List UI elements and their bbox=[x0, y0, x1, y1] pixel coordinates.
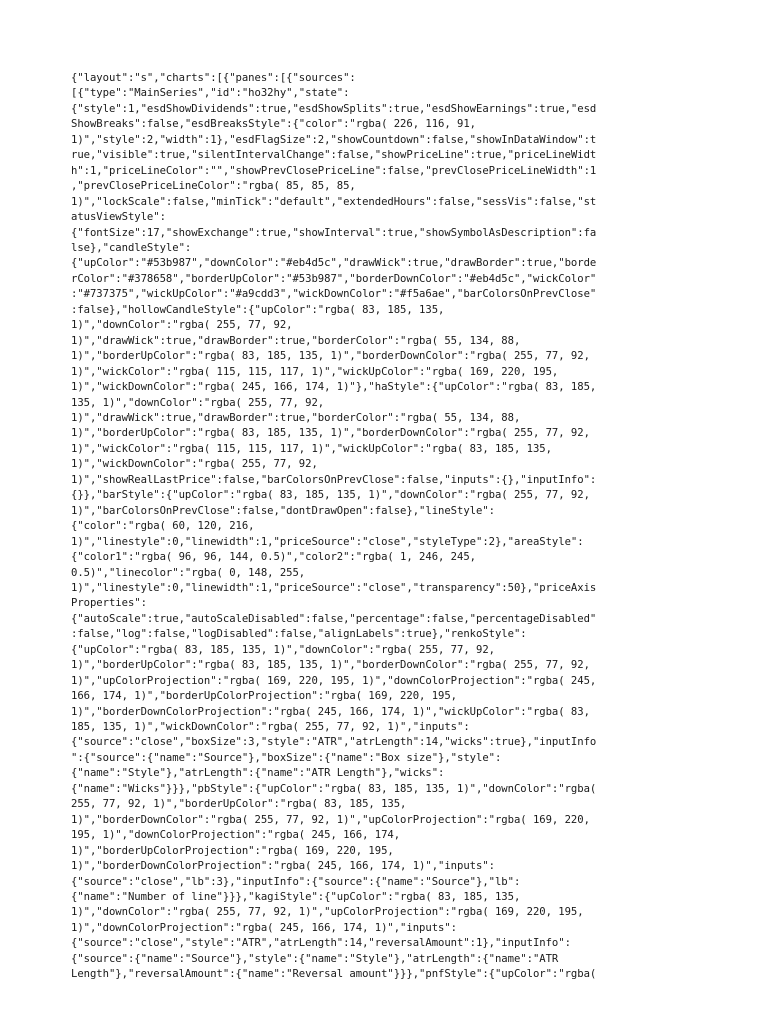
text-line: 1)","borderUpColor":"rgba( 83, 185, 135, 1)","borderDownColor":"rgba( 255, 77, 92, bbox=[71, 659, 590, 672]
text-line: {"layout":"s","charts":[{"panes":[{"sources": bbox=[71, 72, 356, 84]
text-line: Properties": bbox=[71, 597, 147, 610]
text-line: {"source":"close","boxSize":3,"style":"ATR","atrLength":14,"wicks":true},"inputInfo bbox=[71, 736, 597, 749]
text-line: {"color1":"rgba( 96, 96, 144, 0.5)","color2":"rgba( 1, 246, 245, bbox=[71, 551, 476, 564]
text-line: [{"type":"MainSeries","id":"ho32hy","state": bbox=[71, 87, 350, 100]
text-line: :false,"log":false,"logDisabled":false,"alignLabels":true},"renkoStyle": bbox=[71, 628, 527, 641]
text-line: 135, 1)","downColor":"rgba( 255, 77, 92, bbox=[71, 396, 325, 409]
text-line: atusViewStyle": bbox=[71, 211, 166, 224]
text-line: 1)","borderDownColor":"rgba( 255, 77, 92, 1)","upColorProjection":"rgba( 169, 220, bbox=[71, 813, 590, 826]
text-line: 0.5)","linecolor":"rgba( 0, 148, 255, bbox=[71, 566, 306, 579]
text-line: 1)","drawWick":true,"drawBorder":true,"borderColor":"rgba( 55, 134, 88, bbox=[71, 411, 521, 424]
text-line: 1)","wickDownColor":"rgba( 255, 77, 92, bbox=[71, 458, 318, 471]
text-line: 1)","linestyle":0,"linewidth":1,"priceSource":"close","styleType":2},"areaStyle": bbox=[71, 535, 584, 548]
text-line: rue,"visible":true,"silentIntervalChange":false,"showPriceLine":true,"priceLineWidt bbox=[71, 149, 597, 162]
text-line: 1)","downColor":"rgba( 255, 77, 92, bbox=[71, 319, 293, 332]
text-line: {"source":"close","style":"ATR","atrLength":14,"reversalAmount":1},"inputInfo": bbox=[71, 937, 571, 950]
text-line: 185, 135, 1)","wickDownColor":"rgba( 255, 77, 92, 1)","inputs": bbox=[71, 721, 470, 734]
text-line: lse},"candleStyle": bbox=[71, 241, 192, 254]
text-line: ShowBreaks":false,"esdBreaksStyle":{"color":"rgba( 226, 116, 91, bbox=[71, 118, 476, 131]
text-line: {"color":"rgba( 60, 120, 216, bbox=[71, 520, 255, 533]
text-line: 195, 1)","downColorProjection":"rgba( 245, 166, 174, bbox=[71, 829, 401, 842]
text-line: ,"prevClosePriceLineColor":"rgba( 85, 85, 85, bbox=[71, 180, 356, 193]
text-line: {"name":"Number of line"}}},"kagiStyle":{"upColor":"rgba( 83, 185, 135, bbox=[71, 891, 521, 904]
text-line: 1)","downColor":"rgba( 255, 77, 92, 1)","upColorProjection":"rgba( 169, 220, 195, bbox=[71, 906, 584, 919]
text-line: 1)","style":2,"width":1},"esdFlagSize":2,"showCountdown":false,"showInDataWindow":t bbox=[71, 133, 597, 146]
text-line: {"name":"Style"},"atrLength":{"name":"ATR Length"},"wicks": bbox=[71, 767, 445, 780]
text-line: {"autoScale":true,"autoScaleDisabled":false,"percentage":false,"percentageDisabled" bbox=[71, 612, 597, 625]
text-line: 1)","wickColor":"rgba( 115, 115, 117, 1)","wickUpColor":"rgba( 83, 185, 135, bbox=[71, 442, 552, 455]
text-line: {"upColor":"#53b987","downColor":"#eb4d5c","drawWick":true,"drawBorder":true,"borde bbox=[71, 257, 597, 270]
text-line: {"source":{"name":"Source"},"style":{"name":"Style"},"atrLength":{"name":"ATR bbox=[71, 952, 559, 965]
text-line: {}},"barStyle":{"upColor":"rgba( 83, 185, 135, 1)","downColor":"rgba( 255, 77, 92, bbox=[71, 489, 590, 502]
text-line: 1)","showRealLastPrice":false,"barColorsOnPrevClose":false,"inputs":{},"inputInfo": bbox=[71, 473, 597, 486]
text-line: {"name":"Wicks"}}},"pbStyle":{"upColor":"rgba( 83, 185, 135, 1)","downColor":"rgba( bbox=[71, 782, 597, 795]
text-line: {"source":"close","lb":3},"inputInfo":{"source":{"name":"Source"},"lb": bbox=[71, 875, 521, 888]
text-line: ":{"source":{"name":"Source"},"boxSize":{"name":"Box size"},"style": bbox=[71, 751, 502, 764]
text-line: {"upColor":"rgba( 83, 185, 135, 1)","downColor":"rgba( 255, 77, 92, bbox=[71, 643, 495, 656]
text-line: :"#737375","wickUpColor":"#a9cdd3","wickDownColor":"#f5a6ae","barColorsOnPrevClose" bbox=[71, 288, 597, 301]
text-line: rColor":"#378658","borderUpColor":"#53b987","borderDownColor":"#eb4d5c","wickColor" bbox=[71, 272, 597, 285]
text-line: h":1,"priceLineColor":"","showPrevClosePriceLine":false,"prevClosePriceLineWidth":1 bbox=[71, 164, 597, 177]
text-line: 255, 77, 92, 1)","borderUpColor":"rgba( 83, 185, 135, bbox=[71, 798, 407, 811]
text-line: 1)","upColorProjection":"rgba( 169, 220, 195, 1)","downColorProjection":"rgba( 245, bbox=[71, 674, 597, 687]
text-line: 1)","lockScale":false,"minTick":"default","extendedHours":false,"sessVis":false,"st bbox=[71, 195, 597, 208]
text-line: Length"},"reversalAmount":{"name":"Reversal amount"}}},"pnfStyle":{"upColor":"rgba( bbox=[71, 968, 597, 981]
text-line: 1)","wickDownColor":"rgba( 245, 166, 174, 1)"},"haStyle":{"upColor":"rgba( 83, 185, bbox=[71, 381, 597, 394]
document-body bbox=[71, 71, 697, 983]
text-line: 1)","wickColor":"rgba( 115, 115, 117, 1)","wickUpColor":"rgba( 169, 220, 195, bbox=[71, 365, 559, 378]
text-line: 1)","linestyle":0,"linewidth":1,"priceSource":"close","transparency":50},"priceAxis bbox=[71, 581, 597, 594]
text-line: 1)","borderDownColorProjection":"rgba( 245, 166, 174, 1)","wickUpColor":"rgba( 83, bbox=[71, 705, 590, 718]
text-line: 1)","borderUpColorProjection":"rgba( 169, 220, 195, bbox=[71, 844, 394, 857]
text-line: 1)","downColorProjection":"rgba( 245, 166, 174, 1)","inputs": bbox=[71, 921, 458, 934]
text-line: 166, 174, 1)","borderUpColorProjection":"rgba( 169, 220, 195, bbox=[71, 690, 458, 703]
text-line: 1)","borderDownColorProjection":"rgba( 245, 166, 174, 1)","inputs": bbox=[71, 860, 495, 873]
text-line: 1)","drawWick":true,"drawBorder":true,"borderColor":"rgba( 55, 134, 88, bbox=[71, 334, 521, 347]
text-line: 1)","borderUpColor":"rgba( 83, 185, 135, 1)","borderDownColor":"rgba( 255, 77, 92, bbox=[71, 350, 590, 363]
text-line: {"style":1,"esdShowDividends":true,"esdShowSplits":true,"esdShowEarnings":true,"esd bbox=[71, 102, 597, 115]
text-line: :false},"hollowCandleStyle":{"upColor":"rgba( 83, 185, 135, bbox=[71, 303, 445, 316]
text-line: 1)","barColorsOnPrevClose":false,"dontDrawOpen":false},"lineStyle": bbox=[71, 504, 495, 517]
text-line: 1)","borderUpColor":"rgba( 83, 185, 135, 1)","borderDownColor":"rgba( 255, 77, 92, bbox=[71, 427, 590, 440]
text-line: {"fontSize":17,"showExchange":true,"showInterval":true,"showSymbolAsDescription":fa bbox=[71, 226, 597, 239]
